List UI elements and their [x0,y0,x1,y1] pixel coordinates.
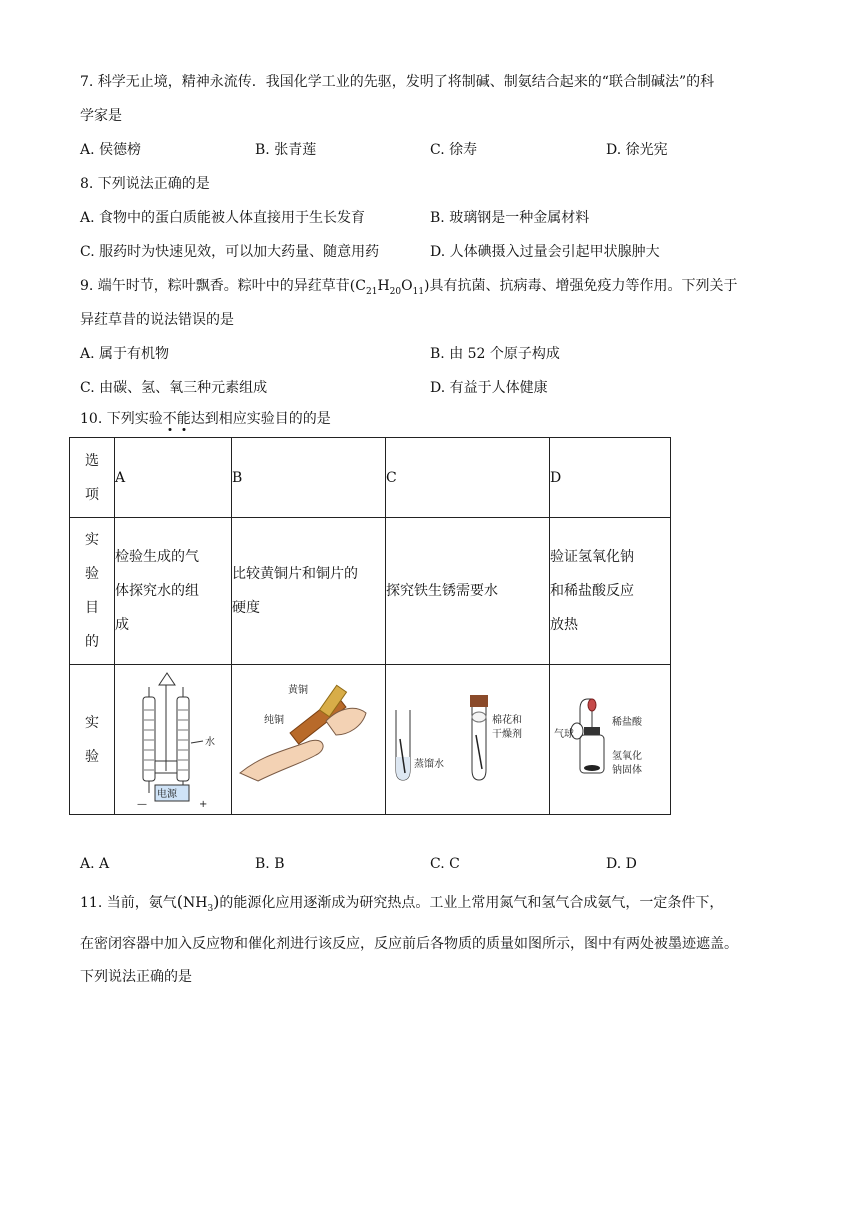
solid-label-line2: 钠固体 [612,765,642,776]
balloon-label: 气球 [554,729,574,740]
purpose-d [550,518,671,665]
q10-stem [80,409,331,429]
plus-label: + [199,799,208,810]
neutralization-heat-figure [550,665,670,810]
q7-stem-line1: 7. 科学无止境，精神永流传．我国化学工业的先驱，发明了将制碱、制氨结合起来的“联合制碱法”的科 [80,74,715,90]
figure-d-cell [550,665,671,815]
q10-answer-c: C. C [430,856,460,872]
purpose-b-line: 硬度 [232,600,260,616]
q9-formula-sub-h: 20 [389,286,402,297]
q10-emphasis-neng: 能 [176,411,191,427]
minus-label: — [137,799,147,810]
figure-c-cell [386,665,550,815]
purpose-c [386,518,550,665]
q11-stem-post: 的能源化应用逐渐成为研究热点。工业上常用氮气和氢气合成氨气，一定条件下， [219,895,724,911]
q11-formula-sub: 3 [207,904,214,915]
purpose-a [115,518,232,665]
col-b-header: B [232,438,386,518]
scratching-metals-figure [232,665,385,810]
purpose-char: 的 [85,634,99,650]
cotton-label-line1: 棉花和 [492,715,522,726]
q7-option-c: C. 徐寿 [430,142,478,158]
q9-stem-line1 [80,276,738,302]
header-char: 项 [85,486,99,503]
q7-stem-line2: 学家是 [80,108,122,124]
purpose-b [232,518,386,665]
q8-option-c: C. 服药时为快速见效，可以加大药量、随意用药 [80,244,380,260]
table-row-purpose [70,518,671,665]
table-row-experiment [70,665,671,815]
q8-stem: 8. 下列说法正确的是 [80,176,210,192]
q11-formula: $(NH_3)$ [176,892,220,915]
q10-answer-d: D. D [606,856,637,872]
electrolysis-apparatus-figure [115,665,231,810]
purpose-c-line: 探究铁生锈需要水 [386,583,498,599]
q9-option-b: B. 由 52 个原子构成 [430,346,560,362]
q9-formula-h: H [377,278,390,294]
purpose-a-line: 成 [115,617,129,633]
figure-b-cell [232,665,386,815]
q10-emphasis-bu: 不 [162,411,177,427]
header-char: 选 [85,452,99,469]
q7-option-d: D. 徐光宪 [606,142,668,158]
cotton-label-line2: 干燥剂 [492,729,522,740]
power-label: 电源 [157,789,177,800]
q9-stem-line2: 异荭草昔的说法错误的是 [80,312,234,328]
purpose-a-line: 体探究水的组 [115,583,199,599]
purpose-label [70,518,115,665]
col-a-header: A [115,438,232,518]
solid-label-line1: 氢氧化 [612,751,642,762]
col-c-header: C [386,438,550,518]
q9-formula-sub-c: 21 [365,286,378,297]
purpose-char: 验 [85,566,99,582]
experiment-char: 实 [85,714,99,731]
q9-option-a: A. 属于有机物 [80,346,170,362]
q10-answer-b: B. B [255,856,285,872]
q9-option-d: D. 有益于人体健康 [430,380,548,396]
q11-stem-line3: 下列说法正确的是 [80,969,192,985]
table-row-option [70,438,671,518]
q10-stem-post: 达到相应实验目的的是 [190,411,331,427]
col-d-header: D [550,438,671,518]
purpose-d-line: 验证氢氧化钠 [550,549,634,565]
acid-label: 稀盐酸 [612,717,642,728]
q8-option-b: B. 玻璃钢是一种金属材料 [430,210,590,226]
q10-experiment-table [69,437,671,815]
q11-formula-nh: NH [182,895,208,911]
q11-stem-pre: 11. 当前，氨气 [80,895,177,911]
q10-stem-pre: 10. 下列实验 [80,411,163,427]
q8-option-a: A. 食物中的蛋白质能被人体直接用于生长发育 [80,210,366,226]
water-label-a: 水 [205,737,215,748]
q7-option-a: A. 侯德榜 [80,142,142,158]
q9-stem-post: )具有抗菌、抗病毒、增强免疫力等作用。下列关于 [424,278,738,294]
purpose-d-line: 和稀盐酸反应 [550,583,634,599]
purpose-d-line: 放热 [550,617,578,633]
q9-formula-o: O [401,278,413,294]
purpose-char: 实 [85,532,99,548]
q9-formula-sub-o: 11 [412,286,425,297]
q9-stem-pre: 9. 端午时节，粽叶飘香。粽叶中的异荭草苷(C [80,278,366,294]
figure-a-cell [115,665,232,815]
purpose-char: 目 [85,600,99,616]
purpose-a-line: 检验生成的气 [115,549,199,565]
distilled-water-label: 蒸馏水 [414,759,444,770]
purpose-b-line: 比较黄铜片和铜片的 [232,566,358,582]
q11-stem-line2: 在密闭容器中加入反应物和催化剂进行该反应，反应前后各物质的质量如图所示，图中有两处被墨迹遮盖。 [80,936,738,952]
header-label-option [70,438,115,518]
q8-option-d: D. 人体碘摄入过量会引起甲状腺肿大 [430,244,660,260]
q7-option-b: B. 张青莲 [255,142,317,158]
q11-stem-line1 [80,892,723,919]
rusting-test-tubes-figure [386,665,549,810]
experiment-char: 验 [85,748,99,765]
experiment-label [70,665,115,815]
brass-label: 黄铜 [288,685,308,696]
copper-label: 纯铜 [264,715,284,726]
q10-answer-a: A. A [80,856,110,872]
q9-option-c: C. 由碳、氢、氧三种元素组成 [80,380,268,396]
